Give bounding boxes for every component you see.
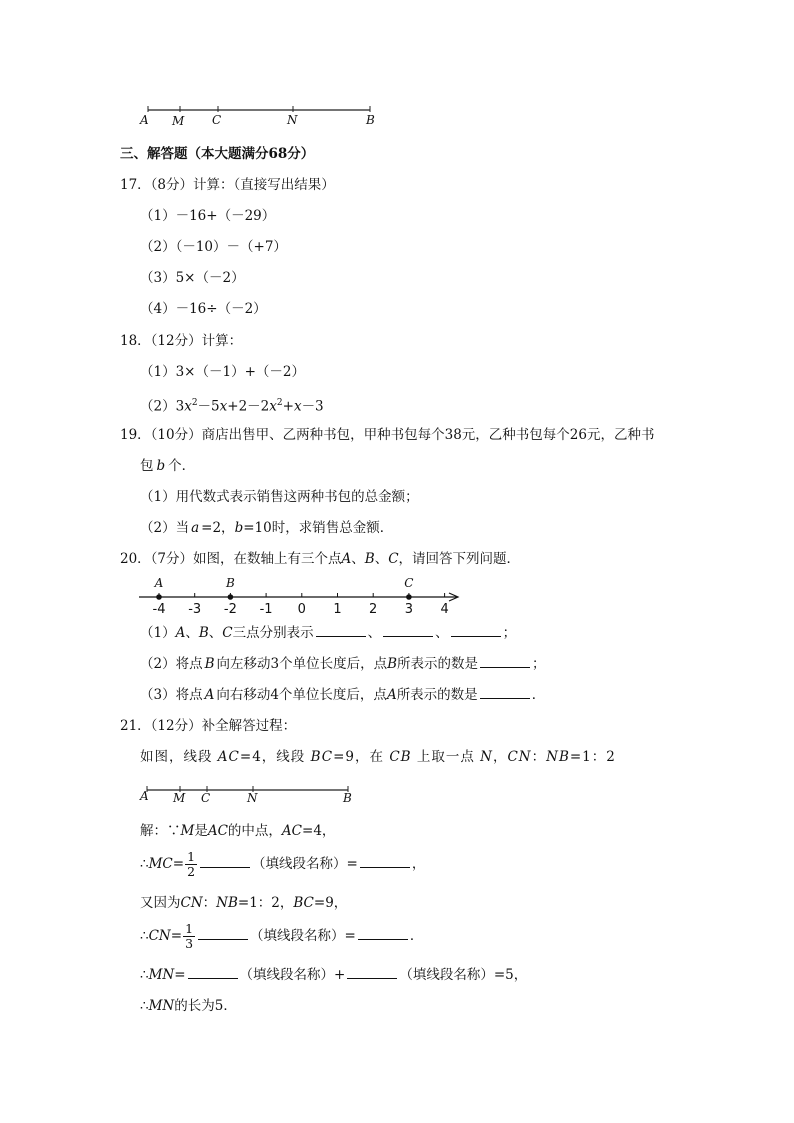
text: 、 [351, 551, 365, 567]
segment-mn: MN [148, 967, 175, 983]
expr-part: －3 [301, 398, 324, 415]
text: =10时，求销售总金额． [243, 520, 394, 536]
text: ． [531, 687, 546, 703]
text: ∴ [140, 998, 149, 1014]
point-c: C [222, 625, 233, 641]
point-n: N [480, 749, 493, 765]
text: ； [502, 625, 517, 641]
q21-solution-6 [140, 997, 237, 1015]
expr-part: +2－2 [227, 398, 270, 415]
q21-stem: 21．（12分）补全解答过程： [120, 718, 297, 734]
point-b: B [364, 551, 375, 567]
text: ： [202, 895, 217, 911]
answer-blank[interactable] [188, 966, 238, 979]
top-segment-figure [140, 102, 380, 128]
text: 个． [168, 458, 196, 474]
answer-blank[interactable] [360, 855, 410, 868]
tick-label: -4 [152, 602, 166, 617]
text: =9，在 [333, 749, 385, 765]
text: （2）当 [140, 520, 190, 536]
numerator: 1 [187, 849, 196, 864]
q21-solution-4 [140, 922, 423, 951]
var-x: x [293, 398, 302, 415]
point-c: C [388, 551, 399, 567]
text: =4，线段 [239, 749, 306, 765]
text: 、 [374, 551, 389, 567]
text: ∴ [140, 967, 149, 983]
var-b: b [156, 458, 166, 474]
tick-label: 0 [297, 602, 306, 617]
point-label: C [404, 576, 414, 590]
fraction-one-third [183, 922, 195, 951]
text: 向右移动4个单位长度后，点 [216, 687, 387, 703]
text: =9， [313, 895, 348, 911]
segment-cn: CN [507, 749, 532, 765]
segment-ac: AC [281, 823, 303, 839]
text: 、 [435, 625, 449, 641]
answer-blank[interactable] [198, 927, 248, 940]
text: = [172, 856, 185, 872]
q18-item-2 [140, 394, 324, 416]
point-a: A [204, 687, 215, 703]
q19-line-1: 19．（10分）商店出售甲、乙两种书包，甲种书包每个38元，乙种书包每个26元，乙种书 [120, 427, 655, 443]
text: 上取一点 [416, 749, 475, 765]
text: （填线段名称）=5， [399, 967, 528, 983]
section-title: 三、解答题（本大题满分68分） [120, 146, 315, 162]
text: =1：2 [569, 749, 616, 765]
expr-part: －5 [197, 398, 220, 415]
label-m: M [172, 114, 185, 128]
text: 所表示的数是 [396, 687, 478, 703]
label-b: B [366, 113, 375, 127]
point-dot [156, 594, 162, 600]
q19-line-2 [140, 457, 195, 475]
text: （3）将点 [140, 687, 203, 703]
segment-mc: MC [148, 856, 173, 872]
var-a: a [191, 520, 200, 536]
answer-blank[interactable] [316, 624, 366, 637]
q20-sub-3 [140, 686, 545, 704]
text: =4， [302, 823, 336, 839]
text: =1：2， [237, 895, 294, 911]
segment-nb: NB [216, 895, 238, 911]
number-line-figure [135, 572, 465, 618]
tick-label: 4 [440, 602, 449, 617]
q17-stem: 17．（8分）计算：（直接写出结果） [120, 177, 335, 193]
segment-ac: AC [217, 749, 240, 765]
text: ． [409, 928, 424, 944]
label-n: N [287, 113, 298, 127]
answer-blank[interactable] [480, 686, 530, 699]
text: 三点分别表示 [232, 625, 314, 641]
answer-blank[interactable] [358, 927, 408, 940]
q18-item-1: （1）3×（－1）+（－2） [140, 364, 305, 380]
text: 20．（7分）如图，在数轴上有三个点 [120, 551, 342, 567]
text: 又因为 [140, 895, 181, 911]
text: ； [532, 656, 546, 672]
text: 、 [208, 625, 223, 641]
text: 的长为5． [174, 998, 237, 1014]
text: ： [531, 749, 547, 765]
point-a: A [175, 625, 186, 641]
point-b: B [198, 625, 209, 641]
point-a: A [341, 551, 352, 567]
text: 是 [194, 823, 208, 839]
label-n: N [247, 791, 258, 805]
point-a: A [386, 687, 397, 703]
segment-ac: AC [207, 823, 228, 839]
text: （填线段名称）+ [239, 967, 346, 983]
q19-sub-2 [140, 519, 393, 537]
text: 包 [140, 458, 154, 474]
exponent: 2 [276, 398, 283, 408]
q17-item-4: （4）－16÷（－2） [140, 301, 267, 317]
text: 向左移动3个单位长度后，点 [216, 656, 388, 672]
denominator: 2 [187, 864, 196, 879]
fraction-one-half [185, 850, 197, 879]
segment-bc: BC [310, 749, 334, 765]
var-x: x [219, 398, 228, 415]
text: ， [398, 551, 413, 567]
q21-line-1 [140, 748, 616, 766]
text: （填线段名称）= [252, 856, 358, 872]
denominator: 3 [185, 936, 194, 951]
text: ∴ [140, 856, 149, 872]
q17-item-2: （2）（－10）－（+7） [140, 239, 287, 255]
q20-stem [120, 550, 520, 568]
answer-blank[interactable] [200, 855, 250, 868]
segment-cn: CN [180, 895, 203, 911]
label-c: C [212, 113, 222, 127]
exponent: 2 [191, 398, 198, 408]
point-dot [406, 594, 412, 600]
segment-mn: MN [148, 998, 175, 1014]
var-x: x [184, 398, 192, 415]
answer-blank[interactable] [451, 624, 501, 637]
tick-label: 1 [333, 602, 342, 617]
point-label: B [225, 576, 235, 590]
tick-label: 3 [404, 602, 414, 617]
q21-solution-1 [140, 822, 335, 840]
numerator: 1 [185, 921, 194, 936]
text: 、 [185, 625, 199, 641]
label-c: C [201, 791, 211, 805]
tick-label: 2 [369, 602, 378, 617]
label-b: B [343, 791, 352, 805]
text: 所表示的数是 [397, 656, 479, 672]
segment-cb: CB [389, 749, 412, 765]
point-dot [228, 594, 234, 600]
label-a: A [140, 789, 149, 803]
q17-item-3: （3）5×（－2） [140, 270, 245, 286]
text: （2）将点 [140, 656, 203, 672]
text: 、 [367, 625, 382, 641]
q21-solution-5 [140, 966, 527, 984]
text: 解：∵ [140, 823, 181, 839]
text: 请回答下列问题． [412, 551, 521, 567]
segment-bc: BC [293, 895, 314, 911]
text: ， [411, 856, 426, 872]
label-m: M [173, 791, 186, 805]
text: = [170, 928, 183, 944]
point-b: B [387, 656, 398, 672]
q19-sub-1: （1）用代数式表示销售这两种书包的总金额； [140, 489, 419, 505]
text: （填线段名称）= [250, 928, 356, 944]
q17-item-1: （1）－16+（－29） [140, 208, 276, 224]
var-b: b [234, 520, 244, 536]
q20-sub-2 [140, 655, 546, 673]
answer-blank[interactable] [480, 655, 530, 668]
q21-solution-3 [140, 894, 347, 912]
segment-nb: NB [546, 749, 570, 765]
q21-solution-2 [140, 850, 425, 879]
answer-blank[interactable] [347, 966, 397, 979]
point-b: B [204, 656, 215, 672]
label-a: A [140, 113, 149, 127]
point-m: M [180, 823, 195, 839]
text: 如图，线段 [140, 749, 213, 765]
answer-blank[interactable] [383, 624, 433, 637]
tick-label: -3 [188, 602, 202, 617]
tick-label: -1 [259, 602, 273, 617]
var-x: x [269, 398, 277, 415]
q21-segment-figure [138, 784, 378, 810]
expr-prefix: （2）3 [140, 398, 185, 415]
text: =2， [201, 520, 235, 536]
tick-label: -2 [223, 602, 237, 617]
text: ∴ [140, 928, 149, 944]
segment-cn: CN [148, 928, 171, 944]
q18-stem: 18．（12分）计算： [120, 333, 243, 349]
q20-sub-1 [140, 624, 516, 642]
text: = [174, 967, 186, 983]
text: （1） [140, 625, 176, 641]
text: ， [492, 749, 508, 765]
point-label: A [154, 576, 164, 590]
text: 的中点， [227, 823, 282, 839]
expr-part: + [282, 398, 294, 415]
